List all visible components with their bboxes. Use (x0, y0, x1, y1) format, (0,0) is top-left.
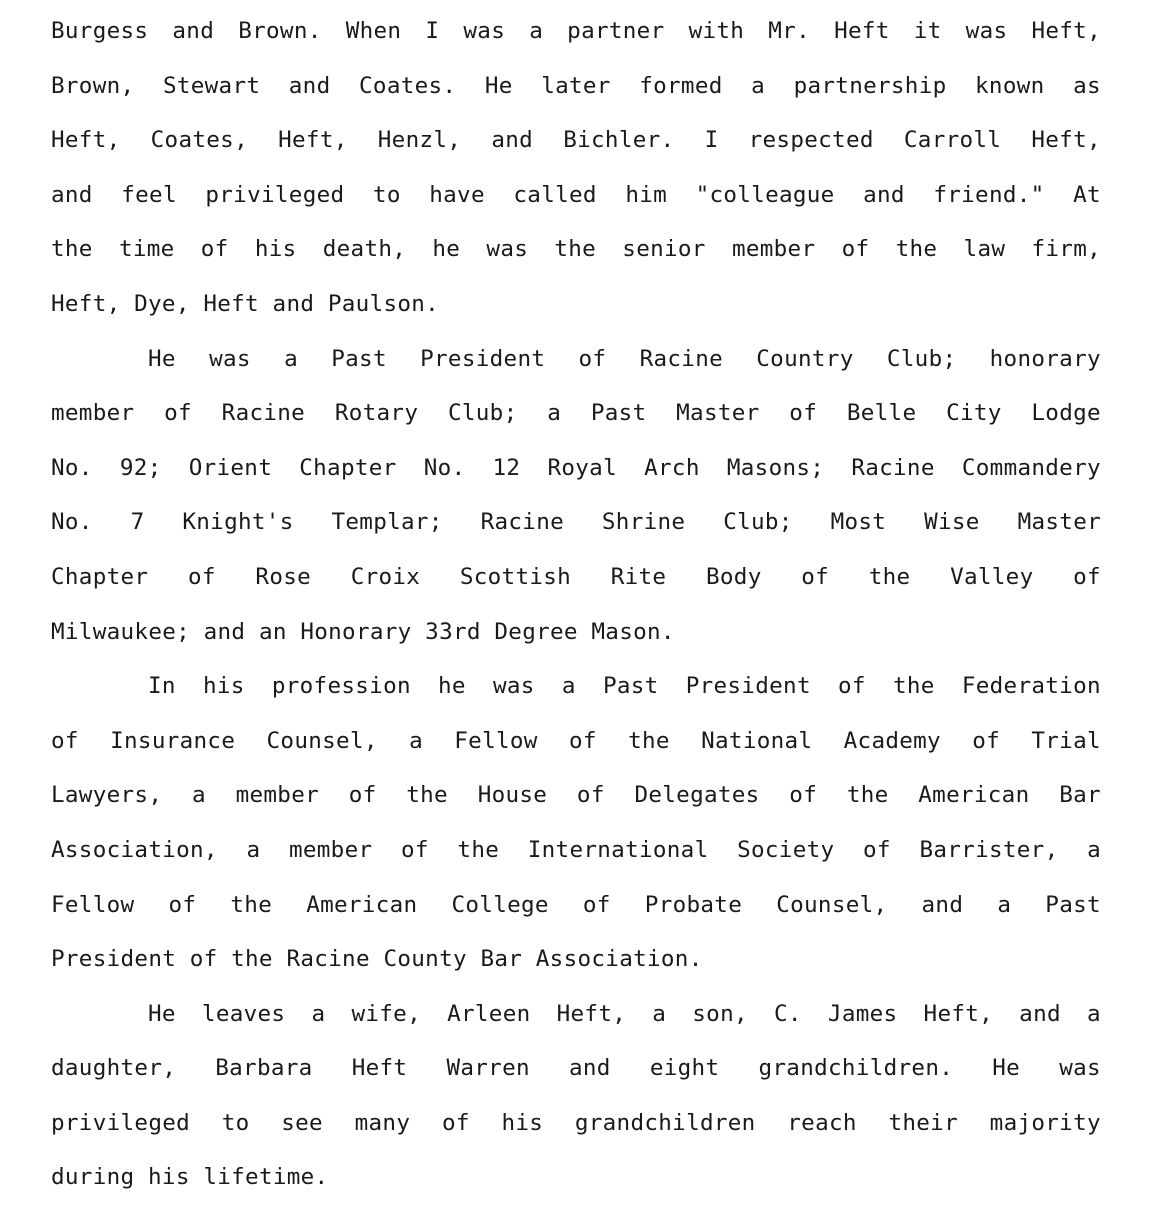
text-line: Heft, Dye, Heft and Paulson. (51, 290, 440, 317)
text-line: President of the Racine County Bar Association. (51, 946, 703, 973)
paragraph (51, 336, 1101, 664)
paragraph (51, 663, 1101, 991)
text-line: Association, a member of the International Society of Barrister, a (51, 836, 1101, 863)
text-line: In his profession he was a Past President of the Federation (148, 673, 1101, 700)
document-body (51, 8, 1101, 1209)
text-line: Brown, Stewart and Coates. He later formed a partnership known as (51, 72, 1101, 99)
text-line: He leaves a wife, Arleen Heft, a son, C. James Heft, and a (148, 1000, 1101, 1027)
text-line: Fellow of the American College of Probate Counsel, and a Past (51, 891, 1101, 918)
text-line: daughter, Barbara Heft Warren and eight grandchildren. He was (51, 1055, 1101, 1082)
text-line: Chapter of Rose Croix Scottish Rite Body of the Valley of (51, 563, 1101, 590)
paragraph (51, 991, 1101, 1209)
text-line: Lawyers, a member of the House of Delegates of the American Bar (51, 782, 1101, 809)
text-line: during his lifetime. (51, 1164, 329, 1191)
text-line: the time of his death, he was the senior member of the law firm, (51, 236, 1101, 263)
text-line: and feel privileged to have called him "colleague and friend." At (51, 181, 1101, 208)
text-line: privileged to see many of his grandchildren reach their majority (51, 1109, 1101, 1136)
text-line: of Insurance Counsel, a Fellow of the National Academy of Trial (51, 727, 1101, 754)
text-line: Milwaukee; and an Honorary 33rd Degree Mason. (51, 618, 675, 645)
text-line: No. 92; Orient Chapter No. 12 Royal Arch Masons; Racine Commandery (51, 454, 1101, 481)
text-line: Heft, Coates, Heft, Henzl, and Bichler. I respected Carroll Heft, (51, 127, 1101, 154)
text-line: Burgess and Brown. When I was a partner with Mr. Heft it was Heft, (51, 18, 1101, 44)
paragraph (51, 8, 1101, 336)
text-line: member of Racine Rotary Club; a Past Master of Belle City Lodge (51, 400, 1101, 427)
text-line: He was a Past President of Racine Country Club; honorary (148, 345, 1101, 372)
text-line: No. 7 Knight's Templar; Racine Shrine Club; Most Wise Master (51, 509, 1101, 536)
